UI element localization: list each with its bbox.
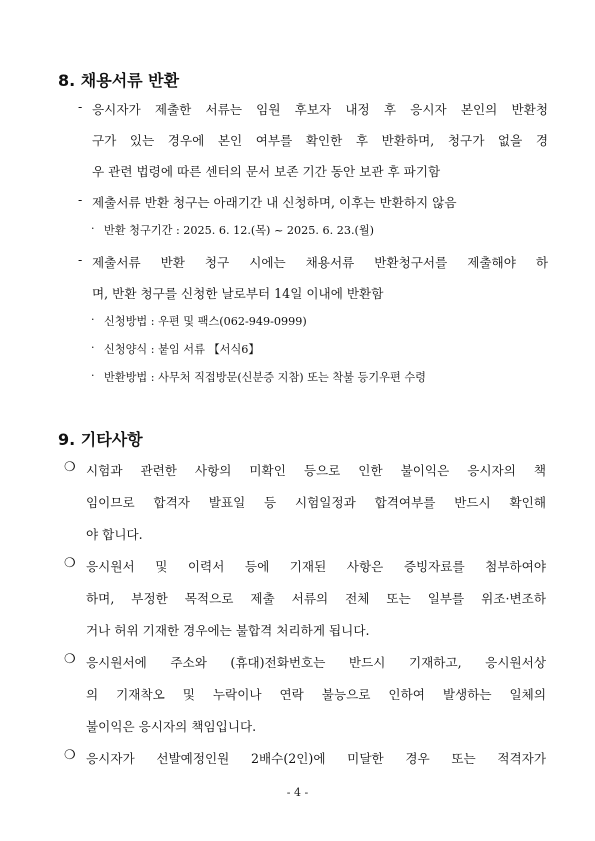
paragraph-line: 응시원서에 주소와 (휴대)전화번호는 반드시 기재하고, 응시원서상 — [86, 655, 546, 670]
paragraph-line: 거나 허위 기재한 경우에는 불합격 처리하게 됩니다. — [86, 623, 370, 638]
paragraph-line: 임이므로 합격자 발표일 등 시험일정과 합격여부를 반드시 확인해 — [86, 495, 546, 510]
circle-bullet-icon: ❍ — [64, 460, 76, 475]
paragraph-line: 우 관련 법령에 따른 센터의 문서 보존 기간 동안 보관 후 파기함 — [92, 164, 441, 179]
sub-item-text: 신청양식 : 붙임 서류 【서식6】 — [104, 343, 260, 356]
dash-marker: - — [78, 99, 83, 114]
sub-item-text: 신청방법 : 우편 및 팩스(062-949-0999) — [104, 315, 307, 328]
paragraph-line: 응시자가 선발예정인원 2배수(2인)에 미달한 경우 또는 적격자가 — [86, 751, 546, 766]
section-8-heading: 8. 채용서류 반환 — [58, 71, 180, 90]
paragraph-line: 며, 반환 청구를 신청한 날로부터 14일 이내에 반환함 — [92, 286, 384, 301]
paragraph-line: 응시원서 및 이력서 등에 기재된 사항은 증빙자료를 첨부하여야 — [86, 559, 546, 574]
circle-bullet-icon: ❍ — [64, 748, 76, 763]
section-9-heading: 9. 기타사항 — [58, 430, 143, 449]
paragraph-line: 하며, 부정한 목적으로 제출 서류의 전체 또는 일부를 위조·변조하 — [86, 591, 546, 606]
circle-bullet-icon: ❍ — [64, 556, 76, 571]
page-number: - 4 - — [286, 786, 309, 799]
sub-item-text: 반환 청구기간 : 2025. 6. 12.(목) ~ 2025. 6. 23.(월) — [104, 224, 375, 237]
bullet-dot: · — [91, 341, 95, 354]
sub-item-text: 반환방법 : 사무처 직접방문(신분증 지참) 또는 착불 등기우편 수령 — [104, 371, 426, 384]
bullet-dot: · — [91, 222, 95, 235]
bullet-dot: · — [91, 313, 95, 326]
dash-marker: - — [78, 252, 83, 267]
bullet-dot: · — [91, 369, 95, 382]
paragraph-line: 제출서류 반환 청구 시에는 채용서류 반환청구서를 제출해야 하 — [92, 255, 548, 270]
paragraph-line: 제출서류 반환 청구는 아래기간 내 신청하며, 이후는 반환하지 않음 — [92, 195, 457, 210]
paragraph-line: 응시자가 제출한 서류는 임원 후보자 내정 후 응시자 본인의 반환청 — [92, 102, 548, 117]
paragraph-line: 의 기재착오 및 누락이나 연락 불능으로 인하여 발생하는 일체의 — [86, 687, 546, 702]
dash-marker: - — [78, 192, 83, 207]
paragraph-line: 시험과 관련한 사항의 미확인 등으로 인한 불이익은 응시자의 책 — [86, 463, 546, 478]
circle-bullet-icon: ❍ — [64, 652, 76, 667]
paragraph-line: 구가 있는 경우에 본인 여부를 확인한 후 반환하며, 청구가 없을 경 — [92, 133, 548, 148]
paragraph-line: 불이익은 응시자의 책임입니다. — [86, 719, 257, 734]
paragraph-line: 야 합니다. — [86, 527, 143, 542]
